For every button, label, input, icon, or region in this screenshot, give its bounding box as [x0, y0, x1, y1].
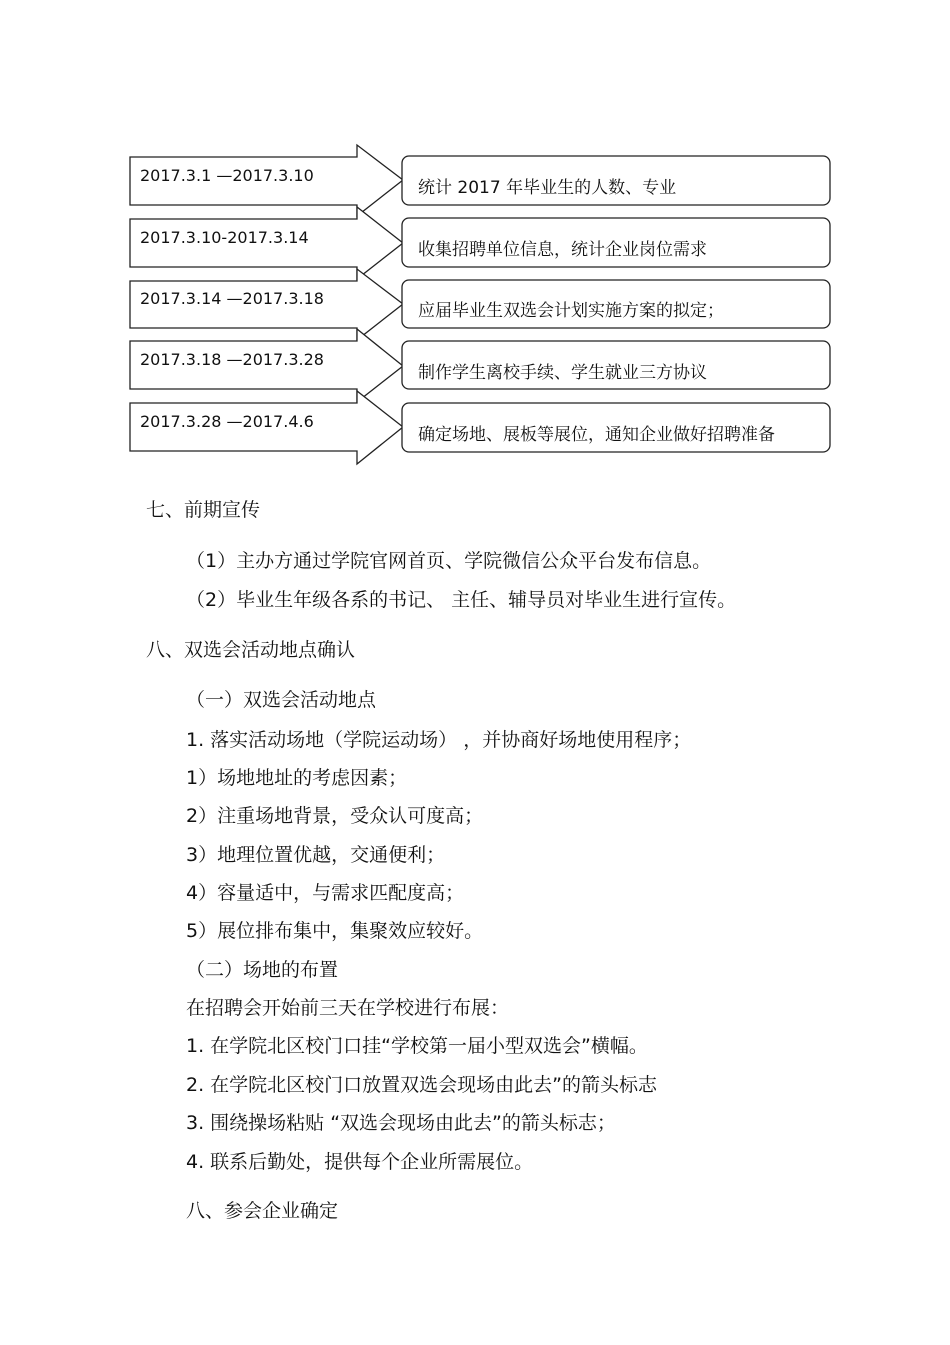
- date-label-3: 2017.3.14 —2017.3.18: [140, 289, 324, 308]
- date-label-4: 2017.3.18 —2017.3.28: [140, 350, 324, 369]
- section8-sub2-intro: 在招聘会开始前三天在学校进行布展：: [186, 997, 510, 1019]
- section8-sub1-item-1: 1. 落实活动场地（学院运动场） ，并协商好场地使用程序；: [186, 729, 692, 751]
- section8-sub2-item-3: 3. 围绕操场粘贴 “双选会现场由此去”的箭头标志；: [186, 1112, 616, 1134]
- section7-item-2: （2）毕业生年级各系的书记、 主任、辅导员对毕业生进行宣传。: [186, 589, 737, 611]
- date-label-5: 2017.3.28 —2017.4.6: [140, 412, 314, 431]
- section8-sub1-item-2: 1）场地地址的考虑因素；: [186, 767, 408, 789]
- section8-sub1-item-4: 3）地理位置优越，交通便利；: [186, 844, 446, 866]
- section8-sub2-item-1: 1. 在学院北区校门口挂“学校第一届小型双选会”横幅。: [186, 1035, 648, 1057]
- section8-sub2-item-2: 2. 在学院北区校门口放置双选会现场由此去”的箭头标志: [186, 1074, 658, 1096]
- section8-sub1-item-5: 4）容量适中，与需求匹配度高；: [186, 882, 465, 904]
- section8-sub2: （二）场地的布置: [186, 959, 339, 981]
- task-label-1: 统计 2017 年毕业生的人数、专业: [418, 178, 677, 198]
- section7-item-1: （1）主办方通过学院官网首页、学院微信公众平台发布信息。: [186, 550, 712, 572]
- task-label-3: 应届毕业生双选会计划实施方案的拟定；: [418, 301, 724, 321]
- task-label-2: 收集招聘单位信息，统计企业岗位需求: [418, 240, 707, 260]
- date-label-1: 2017.3.1 —2017.3.10: [140, 166, 314, 185]
- section8b-heading: 八、参会企业确定: [186, 1200, 339, 1222]
- section8-sub1-item-6: 5）展位排布集中，集聚效应较好。: [186, 920, 484, 942]
- section8-heading: 八、双选会活动地点确认: [146, 639, 356, 661]
- section8-sub2-item-4: 4. 联系后勤处，提供每个企业所需展位。: [186, 1151, 534, 1173]
- task-label-5: 确定场地、展板等展位，通知企业做好招聘准备: [418, 425, 775, 445]
- section7-heading: 七、前期宣传: [146, 499, 261, 521]
- timeline-flowchart: [0, 0, 950, 480]
- section8-sub1-item-3: 2）注重场地背景，受众认可度高；: [186, 805, 484, 827]
- section8-sub1: （一）双选会活动地点: [186, 689, 377, 711]
- date-label-2: 2017.3.10-2017.3.14: [140, 228, 309, 247]
- task-label-4: 制作学生离校手续、学生就业三方协议: [418, 363, 707, 383]
